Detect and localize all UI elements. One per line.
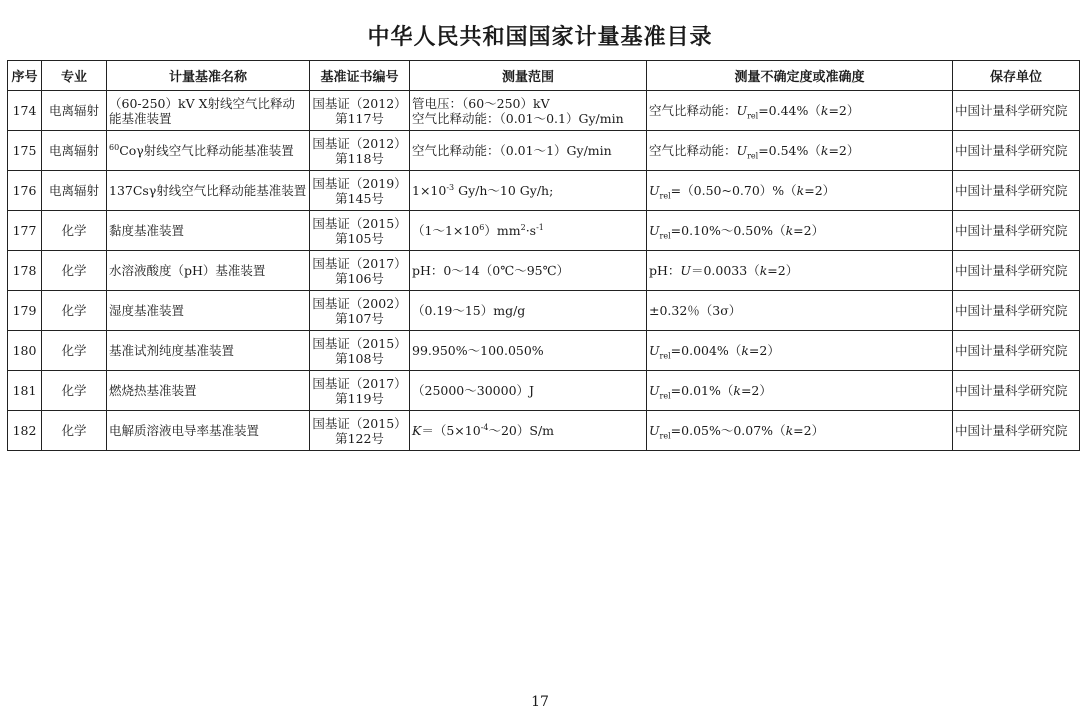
range-line: 管电压：（60～250）kV [412,95,550,111]
header-name: 计量基准名称 [107,61,310,91]
unc-subscript: rel [659,191,671,201]
range-superscript: -3 [446,182,455,192]
row-field: 化学 [42,411,107,451]
row-uncertainty [647,131,953,171]
row-name: 水溶液酸度（pH）基准装置 [107,251,310,291]
range-symbol: K [412,423,422,438]
header-uncertainty: 测量不确定度或准确度 [647,61,953,91]
unc-k: k [759,263,768,278]
cert-line: 第107号 [335,310,384,326]
table-row [8,131,1080,171]
cert-line: 第106号 [335,270,384,286]
row-field: 化学 [42,331,107,371]
name-superscript: 60 [109,142,120,152]
row-field: 化学 [42,251,107,291]
row-unit: 中国计量科学研究院 [953,411,1080,451]
cert-line: 国基证（2012） [312,95,407,111]
row-unit: 中国计量科学研究院 [953,131,1080,171]
unc-k: k [733,383,741,398]
unc-prefix: 空气比释动能： [649,103,737,118]
unc-subscript: rel [747,151,759,161]
cert-line: 国基证（2012） [312,135,407,151]
row-field: 电离辐射 [42,131,107,171]
row-cert [310,371,410,411]
unc-symbol: U [680,263,691,278]
unc-value: =0.44%（ [758,103,821,118]
unc-k-value: =2） [793,223,825,238]
row-uncertainty [647,371,953,411]
row-cert [310,211,410,251]
row-number: 179 [8,291,42,331]
row-range: pH：0～14（0℃～95℃） [410,251,647,291]
unc-k-value: =2） [740,383,772,398]
row-cert [310,411,410,451]
unc-k-value: =2） [767,263,799,278]
row-number: 176 [8,171,42,211]
range-part: ～20）S/m [488,423,555,438]
row-uncertainty [647,411,953,451]
range-line: 空气比释动能：（0.01～0.1）Gy/min [412,110,624,126]
name-text: Coγ射线空气比释动能基准装置 [119,143,294,158]
unc-subscript: rel [747,111,759,121]
row-cert [310,291,410,331]
row-range: 空气比释动能：（0.01～1）Gy/min [410,131,647,171]
row-name: 基准试剂纯度基准装置 [107,331,310,371]
header-no: 序号 [8,61,42,91]
row-uncertainty [647,331,953,371]
unc-value: =（0.50~0.70）%（ [670,183,797,198]
table-row [8,171,1080,211]
row-range: （0.19～15）mg/g [410,291,647,331]
row-cert [310,91,410,131]
range-superscript: 2 [520,222,526,232]
unc-k-value: =2） [804,183,836,198]
cert-line: 国基证（2017） [312,375,407,391]
row-field: 电离辐射 [42,91,107,131]
cert-line: 第108号 [335,350,384,366]
row-unit: 中国计量科学研究院 [953,291,1080,331]
row-uncertainty [647,211,953,251]
unc-subscript: rel [659,391,671,401]
cert-line: 第117号 [335,110,384,126]
unc-value: =0.004%（ [670,343,742,358]
table-row [8,91,1080,131]
cert-line: 国基证（2019） [312,175,407,191]
row-number: 175 [8,131,42,171]
unc-symbol: U [649,183,660,198]
page-title: 中华人民共和国国家计量基准目录 [367,25,713,50]
row-field: 化学 [42,291,107,331]
unc-value: =0.05%～0.07%（ [670,423,786,438]
range-part: 1×10 [412,183,447,198]
unc-k: k [796,183,805,198]
unc-symbol: U [649,383,660,398]
unc-symbol: U [649,343,660,358]
page-number: 17 [531,694,549,710]
row-cert [310,171,410,211]
row-uncertainty [647,171,953,211]
row-cert [310,131,410,171]
row-unit: 中国计量科学研究院 [953,331,1080,371]
row-number: 178 [8,251,42,291]
row-field: 化学 [42,371,107,411]
row-uncertainty [647,251,953,291]
row-number: 180 [8,331,42,371]
range-part: ＝（5×10 [421,423,481,438]
cert-line: 国基证（2015） [312,415,407,431]
unc-prefix: 空气比释动能： [649,143,737,158]
unc-subscript: rel [659,351,671,361]
unc-symbol: U [649,223,660,238]
table-row [8,211,1080,251]
catalog-table [7,60,1080,451]
cert-line: 第119号 [335,390,384,406]
cert-line: 第145号 [335,190,384,206]
range-part: （1～1×10 [412,223,480,238]
row-range [410,171,647,211]
unc-value: =0.10%～0.50%（ [670,223,786,238]
cert-line: 国基证（2015） [312,215,407,231]
row-unit: 中国计量科学研究院 [953,171,1080,211]
header-field: 专业 [42,61,107,91]
header-unit: 保存单位 [953,61,1080,91]
unc-prefix: pH： [649,263,681,278]
row-number: 181 [8,371,42,411]
cert-line: 国基证（2002） [312,295,407,311]
unc-k: k [820,143,829,158]
row-range [410,411,647,451]
unc-k: k [785,223,794,238]
row-field: 化学 [42,211,107,251]
unc-value: =0.54%（ [758,143,821,158]
range-part: ）mm [484,223,521,238]
cert-line: 第118号 [335,150,384,166]
unc-k: k [820,103,829,118]
unc-symbol: U [736,103,748,118]
row-unit: 中国计量科学研究院 [953,211,1080,251]
row-unit: 中国计量科学研究院 [953,91,1080,131]
table-row [8,411,1080,451]
table-row [8,291,1080,331]
unc-value: =0.01%（ [670,383,734,398]
unc-k: k [741,343,749,358]
table-header-row [8,61,1080,91]
row-number: 174 [8,91,42,131]
row-range: （25000～30000）J [410,371,647,411]
cert-line: 国基证（2017） [312,255,407,271]
row-name: 燃烧热基准装置 [107,371,310,411]
cert-line: 国基证（2015） [312,335,407,351]
unc-symbol: U [649,423,660,438]
cert-line: 第122号 [335,430,384,446]
row-uncertainty [647,91,953,131]
table-row [8,331,1080,371]
row-field: 电离辐射 [42,171,107,211]
unc-subscript: rel [659,231,671,241]
row-number: 182 [8,411,42,451]
row-name: 电解质溶液电导率基准装置 [107,411,310,451]
unc-k-value: =2） [748,343,780,358]
row-name: （60-250）kV X射线空气比释动能基准装置 [107,91,310,131]
row-name: 137Csγ射线空气比释动能基准装置 [107,171,310,211]
unc-symbol: U [736,143,748,158]
unc-subscript: rel [659,431,671,441]
row-cert [310,251,410,291]
unc-k-value: =2） [828,143,860,158]
header-cert: 基准证书编号 [310,61,410,91]
cert-line: 第105号 [335,230,384,246]
range-part: Gy/h～10 Gy/h; [454,183,554,198]
range-superscript: -1 [536,222,544,232]
row-unit: 中国计量科学研究院 [953,371,1080,411]
range-superscript: -4 [480,422,489,432]
row-range: 99.950%～100.050% [410,331,647,371]
unc-k: k [785,423,794,438]
row-cert [310,331,410,371]
range-superscript: 6 [479,222,485,232]
unc-k-value: =2） [793,423,825,438]
range-part: ·s [525,223,537,238]
row-name: 黏度基准装置 [107,211,310,251]
row-number: 177 [8,211,42,251]
row-unit: 中国计量科学研究院 [953,251,1080,291]
header-range: 测量范围 [410,61,647,91]
row-range [410,211,647,251]
row-name: 湿度基准装置 [107,291,310,331]
table-row [8,251,1080,291]
unc-k-value: =2） [828,103,860,118]
row-name [107,131,310,171]
row-uncertainty: ±0.32％（3σ） [647,291,953,331]
table-row [8,371,1080,411]
row-range [410,91,647,131]
unc-value: ＝0.0033（ [690,263,760,278]
